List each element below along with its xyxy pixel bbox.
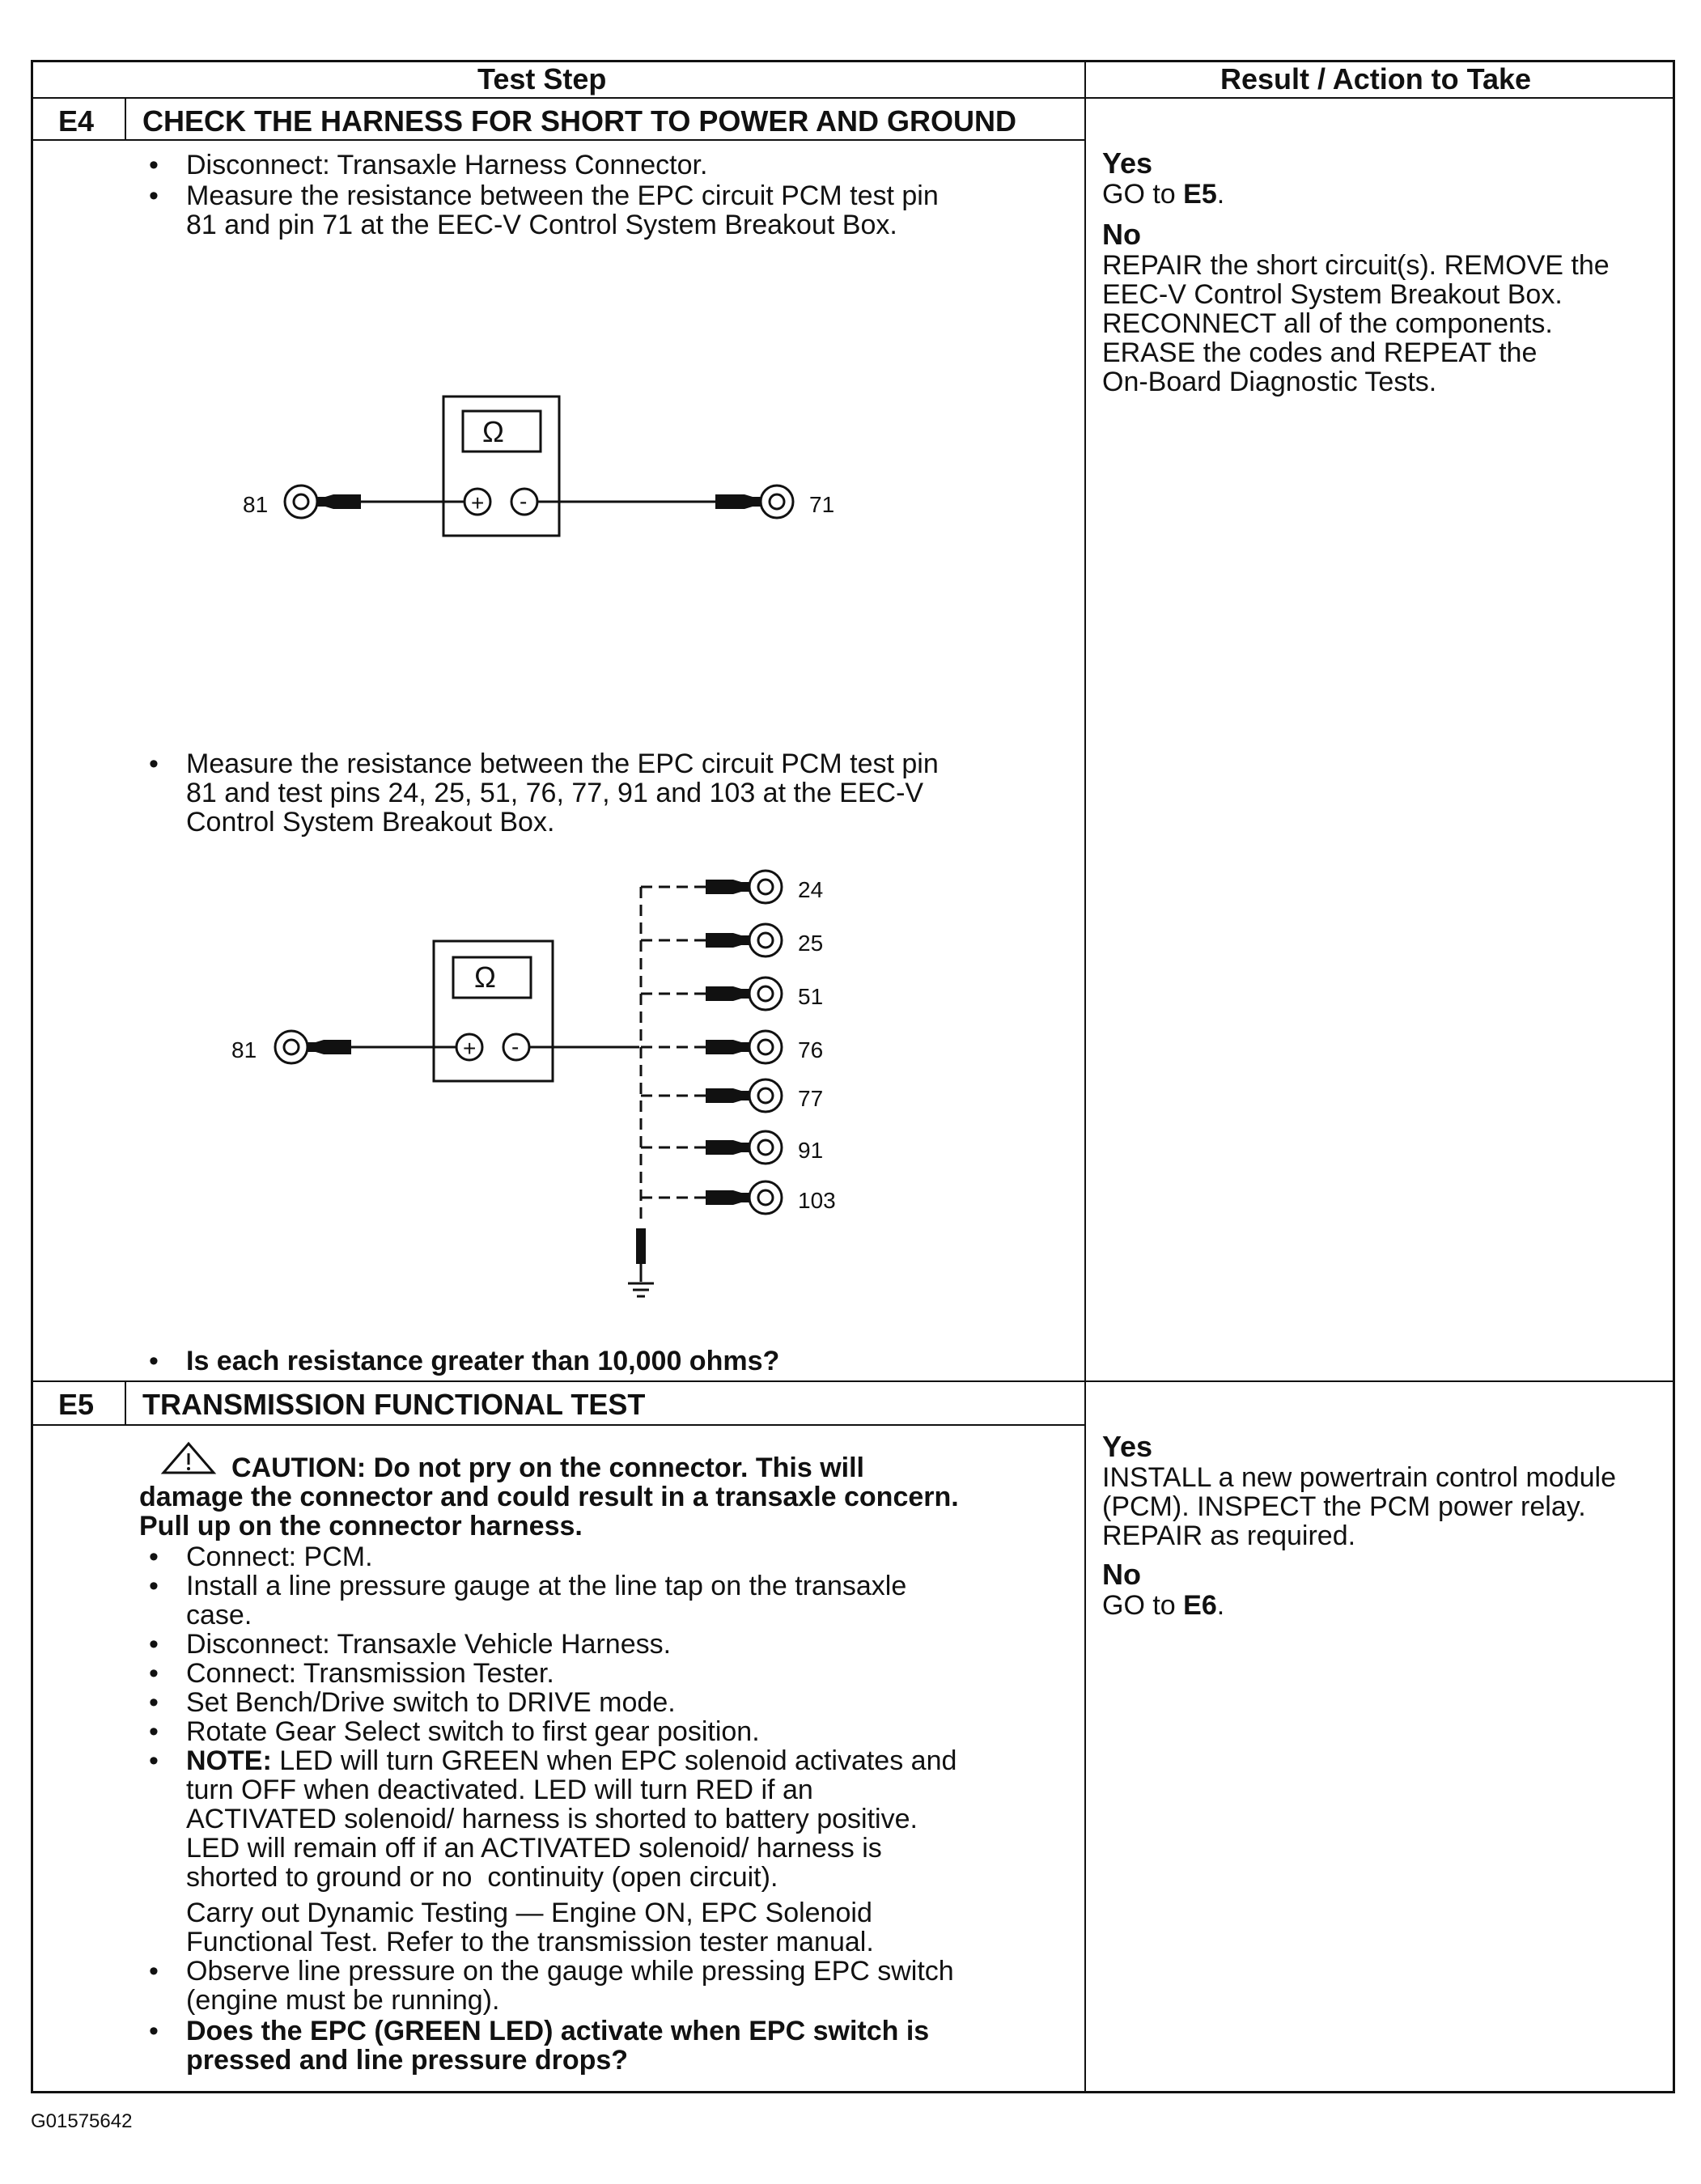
pin-24-connector [749,871,782,903]
e5-dynamic-line-1: Carry out Dynamic Testing — Engine ON, EPC Solenoid [186,1898,872,1928]
pin-103-connector [749,1181,782,1214]
e5-no-ref: E6 [1183,1590,1217,1621]
column-header-result: Result / Action to Take [1220,62,1532,95]
pin-label-24: 24 [798,877,824,902]
e5-bullet-gear-select: • Rotate Gear Select switch to first gear position. [186,1717,760,1746]
e4-yes-go-to: GO to [1102,179,1184,210]
pin-label-51: 51 [798,984,824,1009]
e5-observe-line-2: (engine must be running). [186,1985,500,2016]
e4-bullet-measure2-line3: Control System Breakout Box. [186,807,555,838]
caution-line-2: damage the connector and could result in a transaxle concern. [139,1482,959,1512]
e5-bullet-install-gauge-line2: case. [186,1600,252,1631]
note-label: NOTE: [186,1745,272,1776]
pin-label-81-2: 81 [231,1037,257,1062]
e5-dynamic-line-2: Functional Test. Refer to the transmission tester manual. [186,1927,874,1957]
e5-bullet-connect-pcm: • Connect: PCM. [186,1542,373,1571]
e5-note-line-1 [186,1746,957,1775]
caution-line-1: CAUTION: Do not pry on the connector. This will [231,1452,864,1483]
e4-no-line-4: ERASE the codes and REPEAT the [1102,337,1538,368]
pin-label-71: 71 [809,492,835,517]
pin-label-76: 76 [798,1037,824,1062]
caution-line-3: Pull up on the connector harness. [139,1511,583,1542]
e4-yes-label: Yes [1102,146,1153,180]
e4-no-label: No [1102,218,1141,251]
e5-bullet-connect-tester: • Connect: Transmission Tester. [186,1659,554,1688]
e5-question-line-2: pressed and line pressure drops? [186,2045,629,2076]
ohm-symbol-2: Ω [474,961,496,994]
pin-label-81-1: 81 [243,492,269,517]
e5-bullet-install-gauge-line1: • Install a line pressure gauge at the line tap on the transaxle [186,1571,906,1601]
e5-yes-label: Yes [1102,1430,1153,1463]
e5-note-line-2: turn OFF when deactivated. LED will turn RED if an [186,1775,813,1805]
pin-81-connector-2 [275,1031,308,1063]
e5-observe-line-1: • Observe line pressure on the gauge while pressing EPC switch [186,1957,954,1986]
note-text-1: LED will turn GREEN when EPC solenoid activates and [271,1745,957,1776]
step-title-e5: TRANSMISSION FUNCTIONAL TEST [142,1388,646,1421]
pin-label-25: 25 [798,931,824,956]
e4-no-line-5: On-Board Diagnostic Tests. [1102,367,1437,397]
step-id-e4: E4 [58,104,95,138]
minus-label-2: - [511,1034,520,1059]
e5-question-line-1: • Does the EPC (GREEN LED) activate when EPC switch is [186,2016,929,2046]
e4-bullet-measure-line2: 81 and pin 71 at the EEC-V Control System Breakout Box. [186,210,897,240]
caution-icon [160,1440,217,1476]
column-header-test-step: Test Step [477,62,607,95]
e4-no-line-2: EEC-V Control System Breakout Box. [1102,279,1563,310]
e4-question: • Is each resistance greater than 10,000 ohms? [186,1346,779,1376]
e5-yes-line-1: INSTALL a new powertrain control module [1102,1462,1616,1493]
e5-bullet-bench-drive: • Set Bench/Drive switch to DRIVE mode. [186,1688,676,1717]
figure-code: G01575642 [31,2110,133,2132]
pin-label-91: 91 [798,1138,824,1163]
e5-no-text: GO to E6. [1102,1590,1225,1621]
pin-76-connector [749,1031,782,1063]
minus-label-1: - [520,489,528,514]
pin-77-connector [749,1079,782,1112]
e5-note-line-3: ACTIVATED solenoid/ harness is shorted to battery positive. [186,1804,918,1834]
e4-bullet-measure2-line1: • Measure the resistance between the EPC circuit PCM test pin [186,749,939,778]
e5-note-line-4: LED will remain off if an ACTIVATED solenoid/ harness is [186,1833,882,1864]
e5-yes-line-2: (PCM). INSPECT the PCM power relay. [1102,1491,1586,1522]
e4-bullet-measure-line1: • Measure the resistance between the EPC circuit PCM test pin [186,181,939,210]
step-title-e4: CHECK THE HARNESS FOR SHORT TO POWER AND GROUND [142,104,1017,138]
e4-bullet-measure2-line2: 81 and test pins 24, 25, 51, 76, 77, 91 and 103 at the EEC-V [186,778,924,808]
pin-91-connector [749,1131,782,1164]
pin-51-connector [749,977,782,1010]
e5-bullet-disconnect: • Disconnect: Transaxle Vehicle Harness. [186,1630,671,1659]
step-id-e5: E5 [58,1388,95,1421]
e5-no-label: No [1102,1558,1141,1591]
pin-label-103: 103 [798,1188,836,1213]
e4-yes-text: GO to E5. [1102,179,1225,210]
plus-label-1: + [471,490,485,515]
pin-25-connector [749,924,782,956]
e4-no-line-3: RECONNECT all of the components. [1102,308,1553,339]
e4-bullet-disconnect: • Disconnect: Transaxle Harness Connector. [186,151,707,180]
ohm-symbol-1: Ω [482,415,504,448]
e5-no-go-to: GO to [1102,1590,1184,1621]
plus-label-2: + [463,1036,477,1061]
pin-label-77: 77 [798,1086,824,1111]
e4-yes-ref: E5 [1183,179,1217,210]
e5-yes-line-3: REPAIR as required. [1102,1520,1356,1551]
e5-note-line-5: shorted to ground or no continuity (open circuit). [186,1862,778,1893]
e4-no-line-1: REPAIR the short circuit(s). REMOVE the [1102,250,1610,281]
